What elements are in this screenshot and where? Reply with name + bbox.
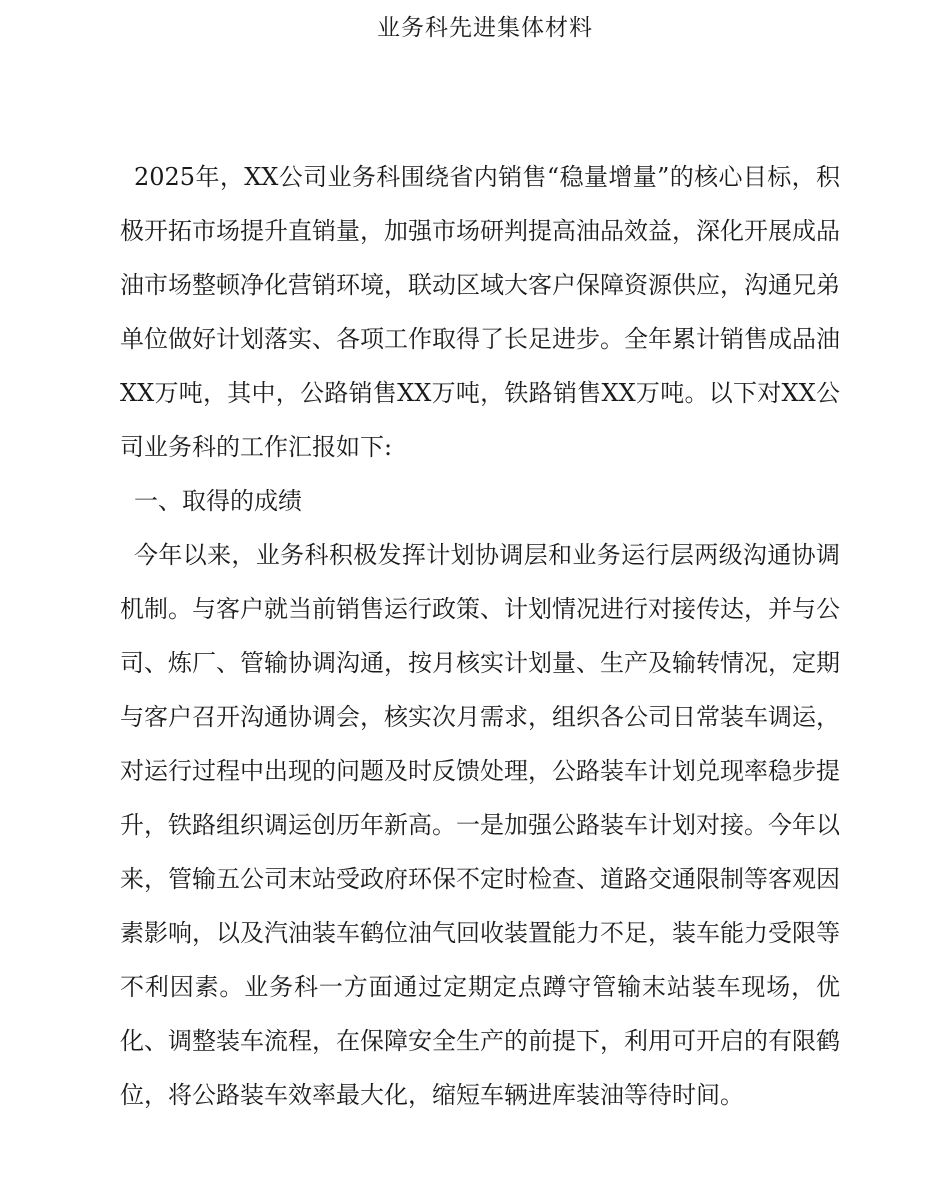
paragraph-achievements: 今年以来，业务科积极发挥计划协调层和业务运行层两级沟通协调机制。与客户就当前销售运行政策、计划情况进行对接传达，并与公司、炼厂、管输协调沟通，按月核实计划量、生产及输转情况，定期与客户召开沟通协调会，核实次月需求，组织各公司日常装车调运，对运行过程中出现的问题及时反馈处理，公路装车计划兑现率稳步提升，铁路组织调运创历年新高。一是加强公路装车计划对接。今年以来，管输五公司末站受政府环保不定时检查、道路交通限制等客观因素影响，以及汽油装车鹤位油气回收装置能力不足，装车能力受限等不利因素。业务科一方面通过定期定点蹲守管输末站装车现场，优化、调整装车流程，在保障安全生产的前提下，利用可开启的有限鹤位，将公路装车效率最大化，缩短车辆进库装油等待时间。 xyxy=(120,541,840,1109)
document-title: 业务科先进集体材料 xyxy=(377,15,593,41)
paragraph-intro: 2025年，XX公司业务科围绕省内销售“稳量增量”的核心目标，积极开拓市场提升直销量，加强市场研判提高油品效益，深化开展成品油市场整顿净化营销环境，联动区域大客户保障资源供应，沟通兄弟单位做好计划落实、各项工作取得了长足进步。全年累计销售成品油XX万吨，其中，公路销售XX万吨，铁路销售XX万吨。以下对XX公司业务科的工作汇报如下: xyxy=(120,163,840,461)
document-body xyxy=(120,150,840,1122)
section-heading-achievements: 一、取得的成绩 xyxy=(134,487,302,515)
